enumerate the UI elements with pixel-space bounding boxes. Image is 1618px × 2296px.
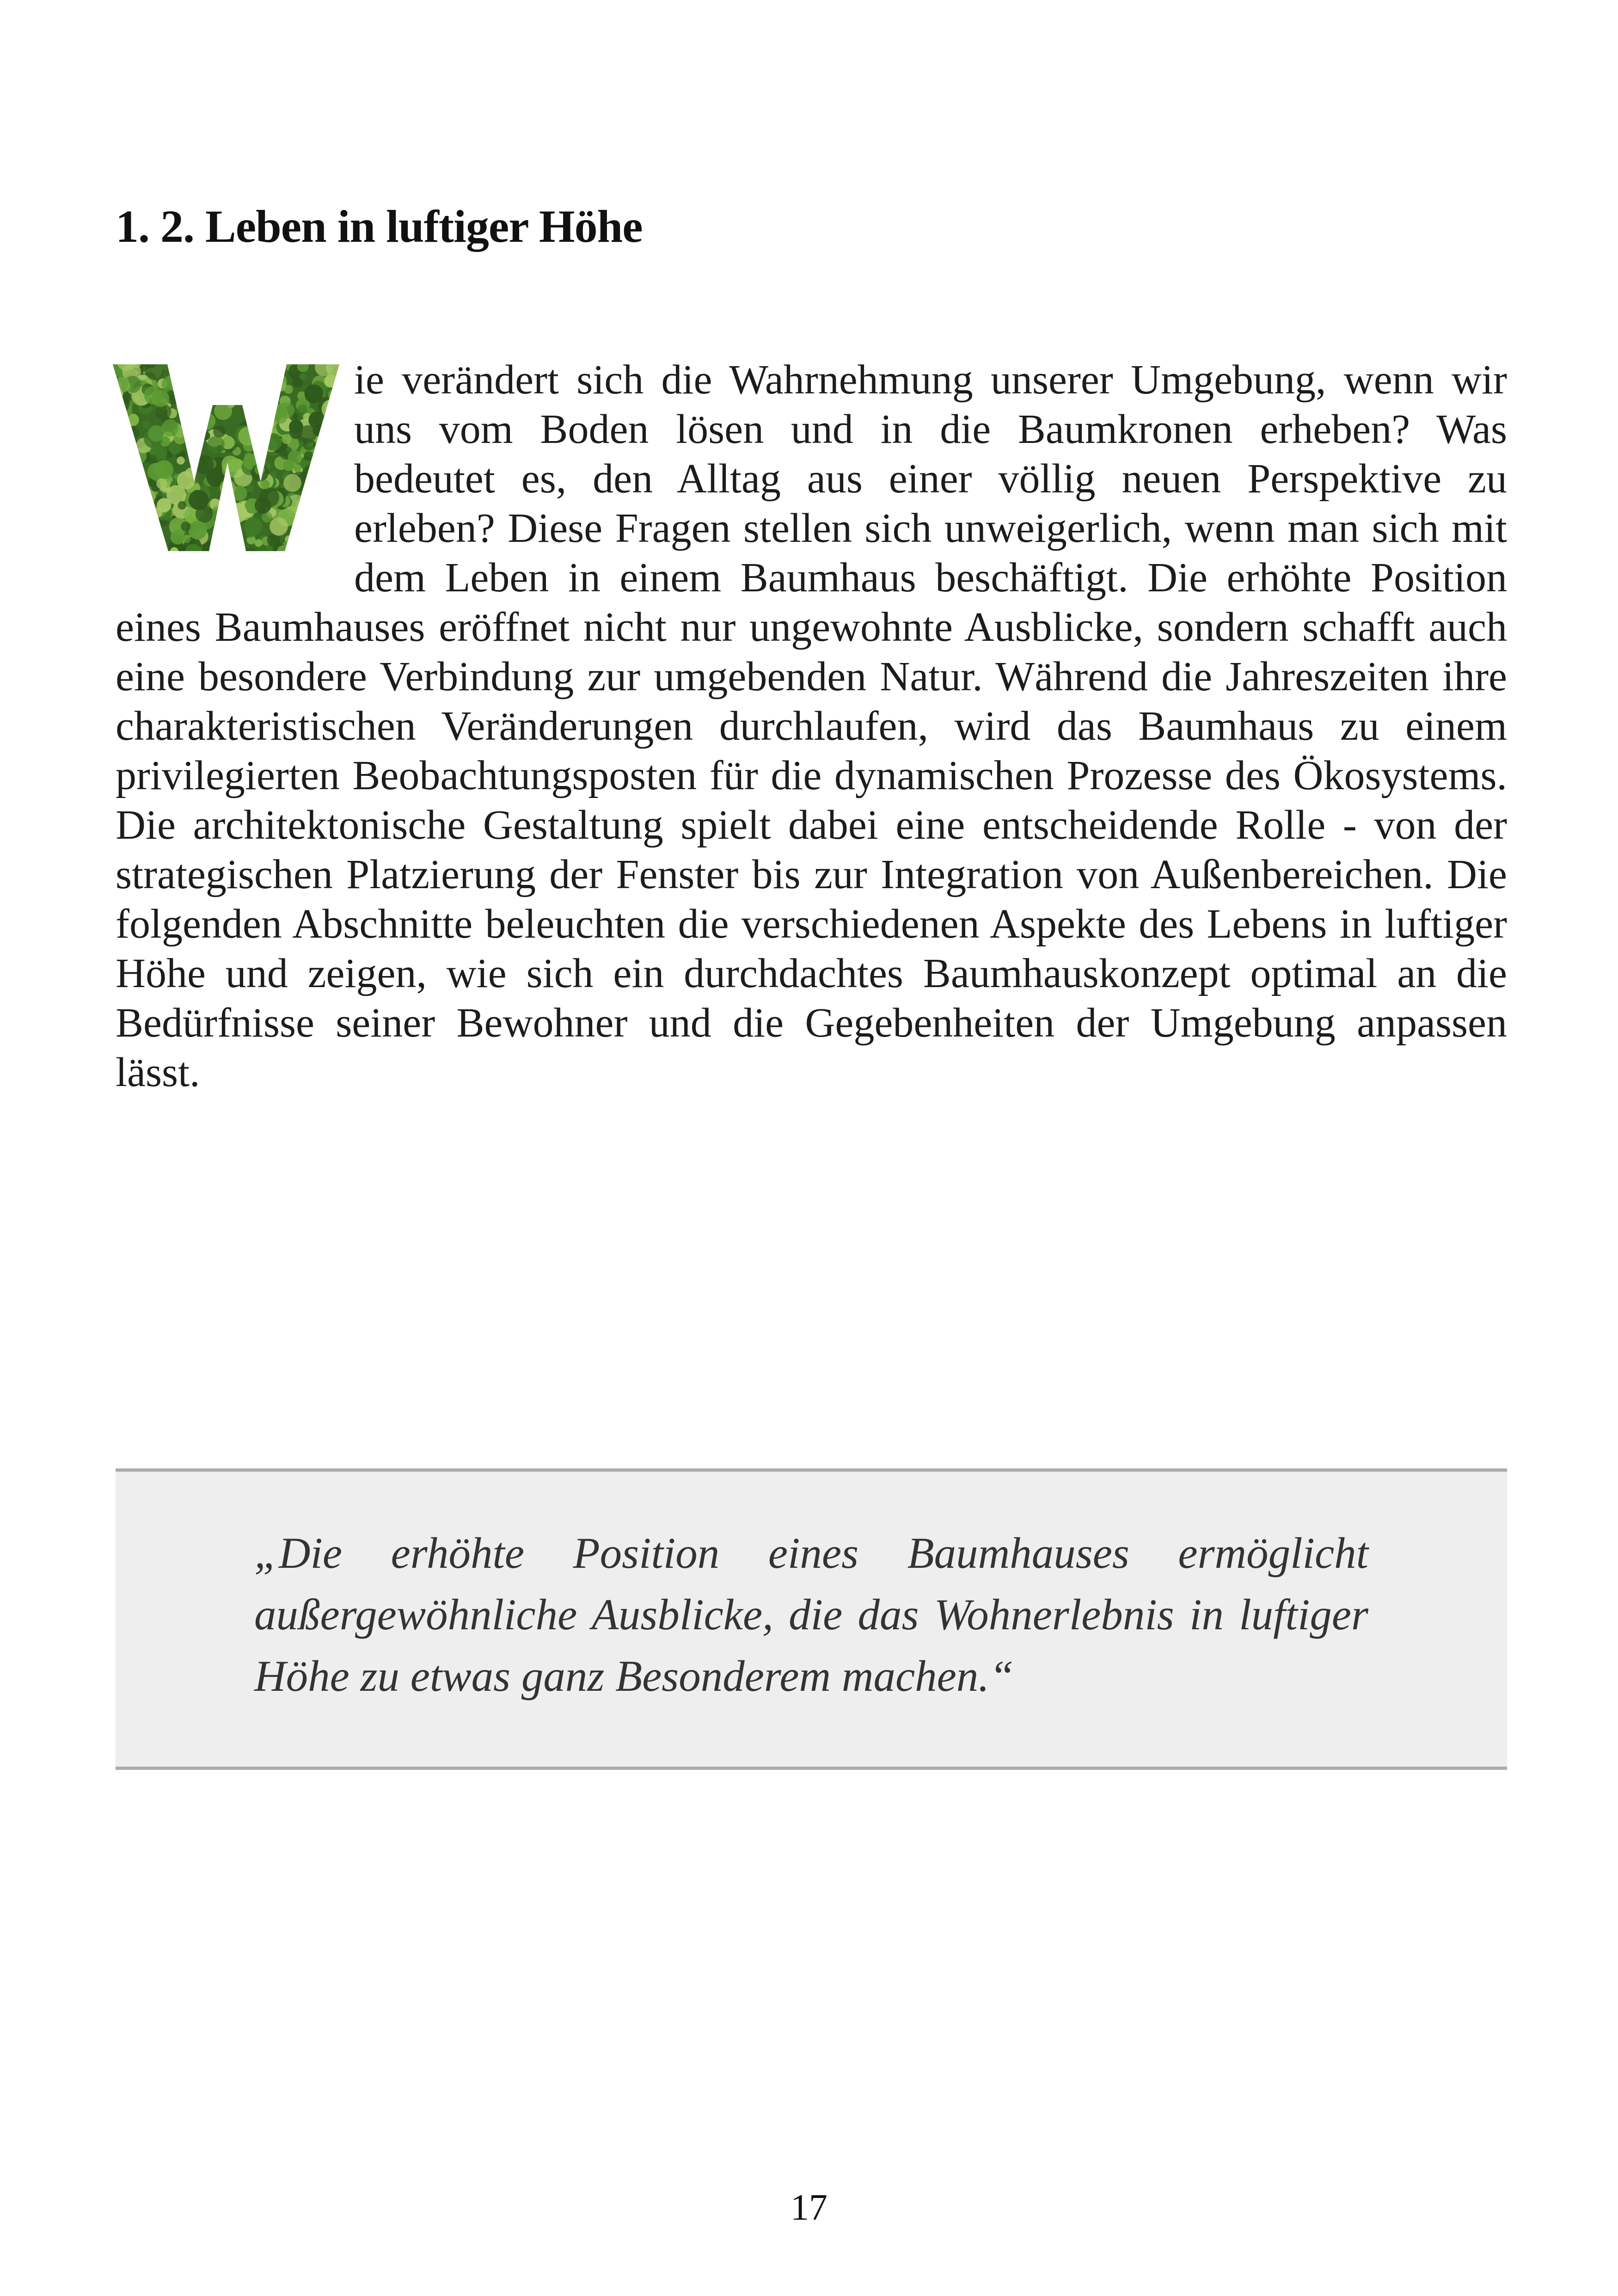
foliage-leaf bbox=[252, 390, 270, 407]
foliage-leaf bbox=[305, 485, 321, 501]
foliage-leaf bbox=[257, 423, 271, 436]
foliage-leaf bbox=[213, 525, 221, 533]
foliage-leaf bbox=[116, 464, 125, 473]
intro-paragraph bbox=[116, 355, 1507, 1097]
foliage-leaf bbox=[124, 468, 135, 479]
foliage-leaf bbox=[282, 434, 292, 444]
foliage-leaf bbox=[186, 399, 198, 411]
foliage-leaf bbox=[186, 431, 202, 447]
foliage-leaf bbox=[113, 417, 119, 427]
foliage-leaf bbox=[132, 505, 151, 524]
foliage-leaf bbox=[229, 364, 242, 377]
foliage-leaf bbox=[190, 427, 204, 441]
foliage-leaf bbox=[218, 529, 233, 545]
foliage-leaf bbox=[312, 467, 319, 475]
foliage-leaf bbox=[214, 402, 232, 420]
foliage-leaf bbox=[142, 546, 149, 553]
foliage-leaf bbox=[148, 537, 162, 551]
page-number: 17 bbox=[791, 2187, 827, 2228]
foliage-leaf bbox=[143, 503, 152, 511]
foliage-leaf bbox=[196, 423, 207, 434]
foliage-leaf bbox=[238, 427, 257, 446]
foliage-leaf bbox=[223, 362, 235, 374]
foliage-leaf bbox=[328, 464, 338, 474]
foliage-leaf bbox=[283, 460, 294, 471]
foliage-leaf bbox=[309, 485, 320, 497]
foliage-leaf bbox=[142, 527, 151, 535]
foliage-leaf bbox=[183, 418, 202, 438]
foliage-leaf bbox=[254, 391, 274, 411]
foliage-leaf bbox=[244, 517, 263, 536]
foliage-leaf bbox=[245, 377, 252, 385]
foliage-leaf bbox=[304, 465, 318, 479]
foliage-leaf bbox=[243, 366, 261, 384]
foliage-leaf bbox=[179, 370, 186, 377]
foliage-leaf bbox=[257, 361, 264, 366]
pull-quote-text: „Die erhöhte Position eines Baumhauses ermöglicht außergewöhnliche Ausblicke, die das Wohnerlebnis in luftiger Höhe zu etwas ganz Besonderem machen.“ bbox=[254, 1529, 1368, 1701]
foliage-leaf bbox=[261, 480, 270, 489]
foliage-leaf bbox=[231, 546, 238, 553]
foliage-leaf bbox=[147, 463, 165, 480]
foliage-leaf bbox=[294, 465, 301, 473]
foliage-leaf bbox=[284, 385, 293, 394]
foliage-leaf bbox=[142, 534, 150, 542]
foliage-leaf bbox=[305, 515, 316, 526]
foliage-leaf bbox=[225, 549, 231, 555]
foliage-leaf bbox=[176, 364, 192, 380]
foliage-leaf bbox=[261, 411, 270, 419]
foliage-leaf bbox=[299, 373, 306, 380]
foliage-leaf bbox=[126, 496, 142, 511]
foliage-leaf bbox=[259, 405, 272, 417]
foliage-leaf bbox=[179, 409, 192, 421]
foliage-leaf bbox=[113, 476, 129, 495]
foliage-letter-w-icon bbox=[113, 361, 339, 555]
foliage-leaf bbox=[323, 531, 339, 550]
foliage-leaf bbox=[171, 361, 184, 367]
foliage-leaf bbox=[208, 361, 227, 374]
foliage-leaf bbox=[113, 527, 132, 547]
foliage-leaf bbox=[297, 524, 314, 542]
foliage-leaf bbox=[211, 506, 224, 519]
foliage-leaf bbox=[113, 456, 127, 474]
foliage-leaf bbox=[213, 425, 226, 438]
foliage-leaf bbox=[113, 498, 124, 517]
foliage-leaf bbox=[213, 537, 221, 545]
foliage-leaf bbox=[202, 365, 222, 385]
foliage-leaf bbox=[328, 434, 340, 454]
foliage-leaf bbox=[247, 423, 254, 430]
foliage-leaf bbox=[145, 362, 163, 380]
foliage-leaf bbox=[125, 426, 140, 440]
foliage-leaf bbox=[253, 372, 273, 392]
foliage-leaf bbox=[333, 484, 339, 493]
foliage-leaf bbox=[212, 382, 229, 399]
foliage-leaf bbox=[129, 541, 145, 555]
foliage-leaf bbox=[121, 485, 130, 494]
foliage-leaf bbox=[327, 496, 339, 515]
foliage-leaf bbox=[156, 479, 167, 489]
foliage-leaf bbox=[189, 490, 208, 510]
foliage-leaf bbox=[177, 471, 195, 489]
foliage-leaf bbox=[192, 371, 206, 385]
foliage-leaf bbox=[113, 432, 126, 446]
foliage-leaf bbox=[325, 493, 337, 506]
foliage-leaf bbox=[241, 361, 256, 374]
foliage-leaf bbox=[236, 386, 245, 395]
foliage-leaf bbox=[177, 456, 184, 464]
foliage-leaf bbox=[120, 481, 141, 501]
foliage-leaf bbox=[198, 387, 211, 399]
foliage-leaf bbox=[259, 404, 268, 413]
foliage-leaf bbox=[258, 405, 276, 423]
foliage-leaf bbox=[252, 362, 260, 370]
foliage-leaf bbox=[149, 518, 159, 529]
foliage-leaf bbox=[184, 430, 198, 444]
foliage-leaf bbox=[268, 361, 278, 368]
foliage-leaf bbox=[217, 509, 230, 522]
foliage-leaf bbox=[256, 361, 272, 376]
foliage-leaf bbox=[264, 419, 275, 430]
foliage-leaf bbox=[113, 448, 119, 460]
foliage-leaf bbox=[122, 469, 140, 487]
foliage-leaf bbox=[216, 382, 223, 388]
foliage-leaf bbox=[230, 539, 236, 546]
foliage-leaf bbox=[113, 499, 123, 512]
foliage-leaf bbox=[220, 366, 230, 376]
foliage-leaf bbox=[218, 361, 227, 367]
foliage-leaf bbox=[195, 455, 214, 474]
foliage-leaf bbox=[207, 436, 225, 454]
foliage-leaf bbox=[259, 488, 279, 508]
foliage-leaf bbox=[312, 489, 332, 509]
foliage-leaf bbox=[148, 425, 165, 442]
foliage-leaf bbox=[310, 456, 330, 477]
foliage-leaf bbox=[187, 393, 198, 404]
foliage-leaf bbox=[181, 361, 194, 372]
foliage-leaf bbox=[122, 454, 129, 462]
foliage-leaf bbox=[129, 439, 135, 445]
foliage-leaf bbox=[217, 515, 227, 524]
foliage-leaf bbox=[211, 368, 223, 380]
foliage-leaf bbox=[310, 461, 324, 475]
foliage-leaf bbox=[314, 512, 322, 520]
foliage-leaf bbox=[246, 379, 257, 389]
foliage-leaf bbox=[232, 528, 241, 538]
foliage-leaf bbox=[117, 485, 131, 498]
foliage-leaf bbox=[175, 387, 183, 395]
foliage-leaf bbox=[144, 386, 163, 405]
foliage-leaf bbox=[148, 525, 163, 540]
foliage-leaf bbox=[308, 497, 320, 510]
foliage-leaf bbox=[319, 458, 325, 464]
foliage-leaf bbox=[113, 451, 126, 463]
foliage-leaf bbox=[246, 485, 254, 493]
foliage-leaf bbox=[147, 524, 158, 535]
foliage-leaf bbox=[322, 506, 339, 526]
foliage-leaf bbox=[285, 535, 293, 543]
foliage-leaf bbox=[261, 375, 277, 392]
foliage-leaf bbox=[184, 366, 191, 373]
foliage-leaf bbox=[201, 376, 215, 390]
foliage-leaf bbox=[113, 483, 133, 503]
foliage-leaf bbox=[189, 425, 196, 432]
foliage-leaf bbox=[332, 408, 339, 416]
foliage-leaf bbox=[261, 369, 281, 389]
foliage-leaf bbox=[270, 517, 288, 536]
foliage-leaf bbox=[223, 542, 232, 551]
section-heading: 1. 2. Leben in luftiger Höhe bbox=[116, 201, 643, 252]
foliage-leaf bbox=[255, 539, 263, 547]
foliage-leaf bbox=[218, 535, 233, 550]
foliage-leaf bbox=[196, 404, 206, 414]
foliage-leaf bbox=[164, 513, 172, 521]
foliage-leaf bbox=[118, 503, 129, 514]
foliage-leaf bbox=[113, 511, 123, 527]
body-text: ie verändert sich die Wahrnehmung unserer Umgebung, wenn wir uns vom Boden lösen und in die Baumkronen erheben? Was bedeutet es, den Alltag aus einer völlig neuen Perspektive zu erleben? Diese Fragen stellen sich unweigerlich, wenn man sich mit dem Leben in einem Baumhaus beschäftigt. Die erhöhte Position eines Baumhauses eröffnet nicht nur ungewohnte Ausblicke, sondern schafft auch eine besondere Verbindung zur umgebenden Natur. Während die Jahreszeiten ihre charakteristischen Veränderungen durchlaufen, wird das Baumhaus zu einem privilegierten Beobachtungsposten für die dynamischen Prozesse des Ökosystems. Die architektonische Gestaltung spielt dabei eine entscheidende Rolle - von der strategischen Platzierung der Fenster bis zur Integration von Außenbereichen. Die folgenden Abschnitte beleuchten die verschiedenen Aspekte des Lebens in luftiger Höhe und zeigen, wie sich ein durchdachtes Baumhauskonzept optimal an die Bedürfnisse seiner Bewohner und die Gegebenheiten der Umgebung anpassen lässt. bbox=[116, 357, 1507, 1095]
foliage-leaf bbox=[131, 492, 150, 511]
foliage-leaf bbox=[252, 407, 264, 418]
foliage-leaf bbox=[178, 501, 186, 510]
foliage-leaf bbox=[222, 462, 238, 478]
foliage-leaf bbox=[182, 361, 202, 375]
foliage-leaf bbox=[132, 468, 150, 486]
foliage-leaf bbox=[327, 433, 339, 451]
foliage-leaf bbox=[113, 407, 126, 419]
foliage-leaf bbox=[142, 421, 150, 429]
foliage-leaf bbox=[227, 503, 247, 523]
foliage-leaf bbox=[181, 522, 191, 532]
foliage-leaf bbox=[298, 405, 308, 415]
foliage-leaf bbox=[223, 549, 234, 555]
foliage-leaf bbox=[126, 502, 145, 522]
foliage-leaf bbox=[146, 518, 162, 534]
foliage-leaf bbox=[124, 549, 131, 555]
foliage-leaf bbox=[157, 498, 171, 512]
foliage-leaf bbox=[193, 384, 204, 395]
foliage-leaf bbox=[289, 538, 300, 548]
foliage-leaf bbox=[218, 361, 232, 374]
pull-quote-box bbox=[116, 1468, 1507, 1770]
foliage-leaf bbox=[141, 502, 151, 511]
foliage-leaf bbox=[125, 512, 134, 521]
foliage-leaf bbox=[114, 550, 121, 555]
foliage-leaf bbox=[259, 387, 276, 403]
foliage-leaf bbox=[188, 521, 207, 540]
foliage-leaf bbox=[318, 453, 332, 467]
foliage-leaf bbox=[304, 545, 312, 553]
foliage-leaf bbox=[114, 377, 130, 393]
foliage-leaf bbox=[297, 361, 309, 372]
foliage-leaf bbox=[188, 400, 199, 411]
foliage-leaf bbox=[211, 374, 220, 382]
foliage-leaf bbox=[304, 514, 312, 522]
foliage-leaf bbox=[245, 373, 257, 385]
foliage-leaf bbox=[259, 372, 265, 378]
foliage-leaf bbox=[185, 382, 206, 402]
foliage-leaf bbox=[116, 503, 130, 516]
foliage-leaf bbox=[175, 381, 184, 389]
foliage-leaf bbox=[173, 368, 189, 384]
foliage-leaf bbox=[139, 501, 150, 512]
foliage-leaf bbox=[243, 396, 255, 408]
foliage-leaf bbox=[305, 385, 324, 404]
foliage-leaf bbox=[329, 490, 339, 506]
foliage-leaf bbox=[330, 477, 339, 486]
foliage-leaf bbox=[296, 517, 310, 530]
foliage-leaf bbox=[311, 476, 331, 496]
foliage-leaf bbox=[317, 510, 334, 527]
foliage-leaf bbox=[176, 401, 190, 415]
foliage-leaf bbox=[323, 417, 335, 430]
foliage-leaf bbox=[194, 397, 208, 412]
foliage-leaf bbox=[220, 479, 236, 496]
foliage-leaf bbox=[319, 503, 331, 515]
foliage-leaf bbox=[188, 402, 207, 421]
foliage-leaf bbox=[129, 540, 139, 549]
foliage-leaf bbox=[298, 499, 312, 514]
foliage-leaf bbox=[238, 369, 253, 385]
foliage-leaf bbox=[188, 418, 197, 427]
foliage-leaf bbox=[238, 393, 245, 400]
foliage-leaf bbox=[196, 392, 208, 404]
foliage-leaf bbox=[200, 413, 216, 429]
foliage-leaf bbox=[129, 445, 137, 454]
foliage-leaf bbox=[309, 456, 327, 474]
foliage-leaf bbox=[166, 372, 186, 392]
foliage-leaf bbox=[209, 361, 216, 367]
foliage-leaf bbox=[255, 402, 267, 415]
foliage-leaf bbox=[283, 474, 301, 492]
foliage-leaf bbox=[313, 439, 331, 457]
foliage-leaf bbox=[263, 418, 270, 425]
foliage-leaf bbox=[182, 373, 198, 389]
foliage-leaf bbox=[251, 464, 269, 482]
foliage-leaf bbox=[287, 549, 295, 555]
foliage-leaf bbox=[323, 479, 331, 486]
foliage-leaf bbox=[233, 361, 244, 371]
foliage-leaf bbox=[201, 431, 210, 440]
foliage-leaf bbox=[331, 516, 339, 528]
foliage-leaf bbox=[333, 397, 339, 409]
foliage-leaf bbox=[304, 451, 313, 461]
foliage-leaf bbox=[313, 539, 330, 555]
foliage-leaf bbox=[200, 393, 208, 401]
foliage-leaf bbox=[328, 440, 339, 459]
foliage-leaf bbox=[113, 423, 122, 438]
foliage-leaf bbox=[205, 389, 213, 397]
foliage-leaf bbox=[226, 544, 237, 555]
foliage-leaf bbox=[120, 498, 133, 511]
foliage-leaf bbox=[171, 530, 185, 545]
foliage-leaf bbox=[264, 433, 282, 451]
foliage-leaf bbox=[312, 450, 329, 467]
foliage-leaf bbox=[255, 465, 265, 475]
foliage-leaf bbox=[142, 528, 156, 542]
foliage-leaf bbox=[223, 517, 232, 526]
foliage-leaf bbox=[321, 510, 333, 522]
foliage-leaf bbox=[233, 367, 249, 384]
foliage-leaf bbox=[309, 497, 317, 504]
foliage-leaf bbox=[225, 507, 240, 523]
foliage-leaf bbox=[218, 367, 237, 385]
foliage-leaf bbox=[247, 387, 267, 407]
foliage-leaf bbox=[303, 539, 313, 548]
foliage-leaf bbox=[116, 448, 134, 465]
foliage-leaf bbox=[295, 511, 311, 527]
foliage-leaf bbox=[113, 458, 128, 473]
foliage-leaf bbox=[133, 493, 151, 511]
foliage-leaf bbox=[209, 361, 223, 368]
foliage-leaf bbox=[278, 402, 294, 419]
foliage-leaf bbox=[136, 494, 151, 509]
foliage-leaf bbox=[210, 549, 219, 555]
foliage-leaf bbox=[245, 399, 264, 417]
